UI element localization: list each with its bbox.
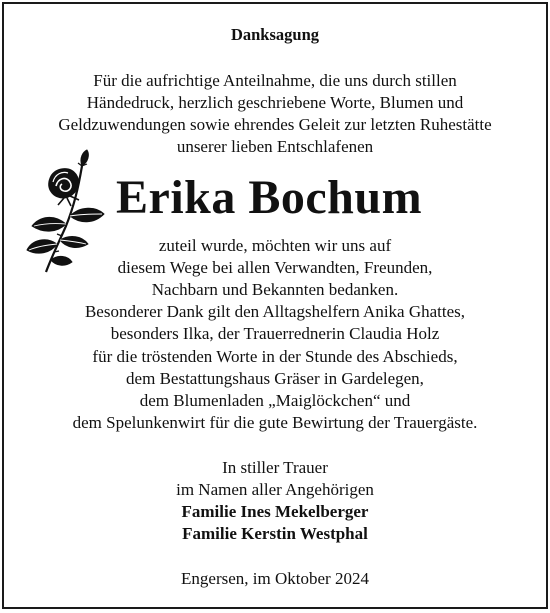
body-line: dem Bestattungshaus Gräser in Gardelegen, (126, 369, 424, 388)
deceased-name: Erika Bochum (116, 171, 423, 224)
rose-icon (24, 144, 116, 276)
body-line: zuteil wurde, möchten wir uns auf (158, 236, 392, 255)
obituary-notice (2, 2, 548, 609)
closing-line: im Namen aller Angehörigen (176, 480, 374, 499)
family-name: Familie Ines Mekelberger (181, 502, 369, 521)
notice-heading: Danksagung (230, 25, 320, 44)
body-line: Nachbarn und Bekannten bedanken. (151, 280, 399, 299)
body-line: für die tröstenden Worte in der Stunde des Abschieds, (92, 347, 458, 366)
intro-line: Geldzuwendungen sowie ehrendes Geleit zur letzten Ruhestätte (58, 115, 492, 134)
family-name: Familie Kerstin Westphal (182, 524, 368, 543)
place-date: Engersen, im Oktober 2024 (181, 569, 369, 588)
body-line: diesem Wege bei allen Verwandten, Freunden, (117, 258, 433, 277)
closing-line: In stiller Trauer (222, 458, 328, 477)
body-line: dem Blumenladen „Maiglöckchen“ und (139, 391, 411, 410)
body-line: Besonderer Dank gilt den Alltagshelfern Anika Ghattes, (84, 302, 466, 321)
body-line: besonders Ilka, der Trauerrednerin Claudia Holz (110, 324, 440, 343)
intro-line: Händedruck, herzlich geschriebene Worte, Blumen und (86, 93, 464, 112)
intro-line: Für die aufrichtige Anteilnahme, die uns durch stillen (93, 71, 457, 90)
intro-line: unserer lieben Entschlafenen (176, 137, 374, 156)
body-line: dem Spelunkenwirt für die gute Bewirtung der Trauergäste. (72, 413, 478, 432)
